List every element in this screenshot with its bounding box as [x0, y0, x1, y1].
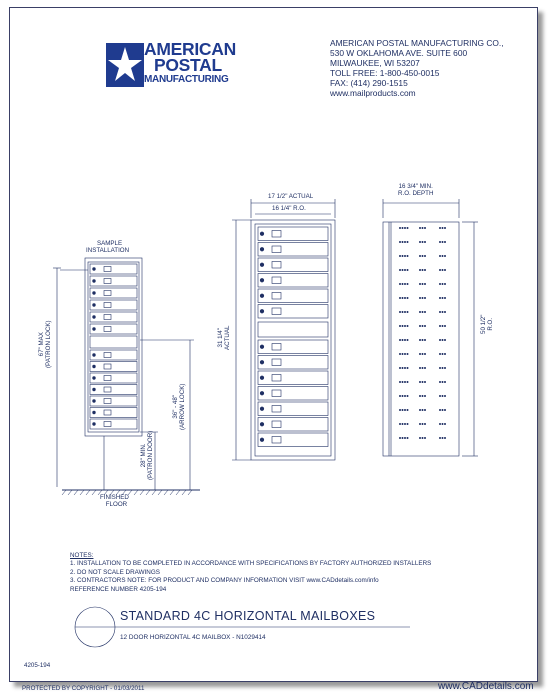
- hardware-dot: [407, 255, 408, 256]
- hardware-dot: [399, 283, 400, 284]
- arrow-lock-note: (ARROW LOCK): [179, 383, 186, 430]
- note-3: 3. CONTRACTORS NOTE: FOR PRODUCT AND COMPANY INFORMATION VISIT www.CADdetails.com/info: [70, 577, 379, 585]
- mailbox-door: [258, 289, 328, 303]
- mailbox-door: [258, 418, 328, 432]
- door-number-slot: [272, 344, 281, 351]
- hardware-dot: [402, 269, 403, 270]
- hardware-dot: [402, 353, 403, 354]
- hardware-dot: [424, 311, 425, 312]
- hardware-dot: [422, 255, 423, 256]
- mailbox-door: [90, 350, 137, 360]
- mailbox-door: [90, 276, 137, 286]
- hardware-dot: [442, 367, 443, 368]
- sample-label-line-1: SAMPLE: [96, 240, 123, 247]
- hardware-dot: [407, 241, 408, 242]
- mailbox-door: [258, 433, 328, 447]
- mailbox-door: [90, 300, 137, 310]
- hardware-dot: [439, 297, 440, 298]
- door-lock-icon: [260, 309, 264, 313]
- min-value: 28" MIN.: [140, 443, 147, 468]
- hardware-dot: [439, 255, 440, 256]
- hardware-dot: [424, 353, 425, 354]
- hardware-dot: [444, 381, 445, 382]
- door-number-slot: [104, 303, 111, 308]
- hardware-dot: [419, 255, 420, 256]
- mailbox-door: [258, 243, 328, 257]
- hardware-dot: [404, 437, 405, 438]
- door-number-slot: [272, 246, 281, 253]
- hardware-dot: [399, 437, 400, 438]
- hardware-dot: [439, 423, 440, 424]
- hardware-dot: [424, 423, 425, 424]
- door-number-slot: [104, 279, 111, 284]
- hardware-dot: [424, 409, 425, 410]
- hardware-dot: [399, 409, 400, 410]
- hardware-dot: [442, 353, 443, 354]
- hardware-dot: [404, 325, 405, 326]
- hardware-dot: [422, 241, 423, 242]
- door-lock-icon: [260, 422, 264, 426]
- hardware-dot: [424, 283, 425, 284]
- hardware-dot: [439, 311, 440, 312]
- hardware-dot: [407, 395, 408, 396]
- hardware-dot: [422, 367, 423, 368]
- hardware-dot: [439, 395, 440, 396]
- door-lock-icon: [93, 377, 96, 380]
- mailbox-door: [258, 402, 328, 416]
- hardware-dot: [439, 325, 440, 326]
- hardware-dot: [444, 311, 445, 312]
- hardware-dot: [407, 437, 408, 438]
- hardware-dot: [422, 269, 423, 270]
- copyright-text: PROTECTED BY COPYRIGHT - 01/03/2011: [22, 685, 145, 692]
- hardware-dot: [422, 325, 423, 326]
- hardware-dot: [442, 325, 443, 326]
- hardware-dot: [407, 311, 408, 312]
- hardware-dot: [419, 297, 420, 298]
- drawing-title: STANDARD 4C HORIZONTAL MAILBOXES: [120, 609, 376, 623]
- front-parcel-panel: [258, 322, 328, 337]
- door-lock-icon: [260, 360, 264, 364]
- mailbox-door: [258, 305, 328, 319]
- door-number-slot: [104, 267, 111, 272]
- mailbox-door: [90, 288, 137, 298]
- hardware-dot: [407, 367, 408, 368]
- mailbox-door: [90, 419, 137, 429]
- hardware-dot: [422, 311, 423, 312]
- hardware-dot: [444, 423, 445, 424]
- hardware-dot: [407, 409, 408, 410]
- sample-mailbox-outline: [85, 258, 142, 436]
- hardware-dot: [444, 255, 445, 256]
- hardware-dot: [442, 423, 443, 424]
- door-lock-icon: [93, 354, 96, 357]
- hardware-dot: [402, 339, 403, 340]
- hardware-dot: [402, 241, 403, 242]
- hardware-dot: [404, 227, 405, 228]
- mailbox-door: [90, 312, 137, 322]
- hardware-dot: [419, 311, 420, 312]
- hardware-dot: [439, 241, 440, 242]
- door-lock-icon: [93, 292, 96, 295]
- hardware-dot: [439, 409, 440, 410]
- hardware-dot: [422, 283, 423, 284]
- company-tollfree: TOLL FREE: 1-800-450-0015: [330, 68, 440, 78]
- door-lock-icon: [93, 365, 96, 368]
- hardware-dot: [402, 283, 403, 284]
- hardware-dot: [399, 367, 400, 368]
- hardware-dot: [399, 423, 400, 424]
- logo-line-3: MANUFACTURING: [144, 74, 229, 85]
- door-lock-icon: [260, 294, 264, 298]
- side-hardware-group: [399, 227, 445, 438]
- door-number-slot: [104, 291, 111, 296]
- door-number-slot: [272, 406, 281, 413]
- door-lock-icon: [260, 391, 264, 395]
- height-actual-label: [217, 326, 231, 350]
- hardware-dot: [407, 297, 408, 298]
- hardware-dot: [407, 269, 408, 270]
- hardware-dot: [419, 325, 420, 326]
- mailbox-door: [90, 324, 137, 334]
- hardware-dot: [399, 381, 400, 382]
- patron-lock-note: (PATRON LOCK): [45, 320, 52, 368]
- hardware-dot: [422, 227, 423, 228]
- range-value: 36" - 48": [172, 394, 179, 419]
- sample-installation-label: [86, 240, 130, 254]
- company-name: AMERICAN POSTAL MANUFACTURING CO.,: [330, 38, 504, 48]
- hardware-dot: [424, 241, 425, 242]
- door-number-slot: [104, 376, 111, 381]
- hardware-dot: [404, 423, 405, 424]
- hardware-dot: [419, 437, 420, 438]
- max-value: 67" MAX: [38, 332, 45, 357]
- company-city: MILWAUKEE, WI 53207: [330, 58, 420, 68]
- company-website: www.mailproducts.com: [330, 88, 416, 98]
- hardware-dot: [439, 367, 440, 368]
- hardware-dot: [404, 269, 405, 270]
- hardware-dot: [419, 423, 420, 424]
- hardware-dot: [439, 353, 440, 354]
- hardware-dot: [402, 367, 403, 368]
- hardware-dot: [404, 283, 405, 284]
- door-number-slot: [272, 359, 281, 366]
- hardware-dot: [444, 367, 445, 368]
- hardware-dot: [419, 395, 420, 396]
- hardware-dot: [404, 297, 405, 298]
- door-lock-icon: [260, 438, 264, 442]
- door-lock-icon: [93, 304, 96, 307]
- mailbox-door: [90, 408, 137, 418]
- hardware-dot: [439, 339, 440, 340]
- door-lock-icon: [93, 388, 96, 391]
- min-dimension-label: [140, 431, 154, 480]
- hardware-dot: [402, 325, 403, 326]
- hardware-dot: [439, 283, 440, 284]
- mailbox-door: [90, 264, 137, 274]
- hardware-dot: [422, 395, 423, 396]
- hardware-dot: [442, 381, 443, 382]
- hardware-dot: [442, 339, 443, 340]
- mailbox-door: [90, 362, 137, 372]
- hardware-dot: [444, 437, 445, 438]
- hardware-dot: [402, 437, 403, 438]
- note-4: REFERENCE NUMBER 4205-194: [70, 585, 167, 593]
- hardware-dot: [402, 409, 403, 410]
- website-link[interactable]: www.CADdetails.com: [438, 681, 534, 692]
- hardware-dot: [402, 311, 403, 312]
- hardware-dot: [422, 409, 423, 410]
- hardware-dot: [442, 311, 443, 312]
- door-number-slot: [104, 364, 111, 369]
- hardware-dot: [439, 381, 440, 382]
- depth-value: 16 3/4" MIN.: [398, 183, 433, 190]
- hardware-dot: [442, 283, 443, 284]
- hardware-dot: [424, 269, 425, 270]
- mailbox-door: [258, 356, 328, 370]
- door-lock-icon: [93, 400, 96, 403]
- door-number-slot: [104, 353, 111, 358]
- door-lock-icon: [93, 411, 96, 414]
- hardware-dot: [424, 437, 425, 438]
- hardware-dot: [444, 409, 445, 410]
- mailbox-door: [258, 258, 328, 272]
- door-number-slot: [272, 375, 281, 382]
- finished-floor-label: [100, 494, 129, 508]
- hardware-dot: [402, 227, 403, 228]
- hardware-dot: [404, 409, 405, 410]
- hardware-dot: [404, 395, 405, 396]
- patron-door-note: (PATRON DOOR): [147, 430, 154, 480]
- mailbox-door: [90, 396, 137, 406]
- door-lock-icon: [93, 316, 96, 319]
- drawing-subtitle: 12 DOOR HORIZONTAL 4C MAILBOX - N1029414: [120, 634, 266, 641]
- sample-label-line-2: INSTALLATION: [86, 247, 130, 254]
- door-number-slot: [104, 410, 111, 415]
- hardware-dot: [419, 381, 420, 382]
- hardware-dot: [404, 353, 405, 354]
- height-ro-value: 50 1/2": [480, 314, 487, 334]
- hardware-dot: [444, 339, 445, 340]
- height-actual-value: 31 1/4": [217, 328, 224, 348]
- width-ro-label: 16 1/4" R.O.: [272, 205, 306, 212]
- hardware-dot: [439, 437, 440, 438]
- mailbox-door: [90, 373, 137, 383]
- hardware-dot: [444, 325, 445, 326]
- hardware-dot: [424, 325, 425, 326]
- hardware-dot: [422, 423, 423, 424]
- hardware-dot: [402, 381, 403, 382]
- hardware-dot: [419, 339, 420, 340]
- door-lock-icon: [260, 232, 264, 236]
- notes-block: [70, 552, 431, 594]
- hardware-dot: [442, 255, 443, 256]
- hardware-dot: [424, 297, 425, 298]
- door-number-slot: [272, 262, 281, 269]
- hardware-dot: [407, 339, 408, 340]
- hardware-dot: [399, 297, 400, 298]
- door-lock-icon: [260, 407, 264, 411]
- depth-note: R.O. DEPTH: [398, 190, 434, 197]
- hardware-dot: [419, 283, 420, 284]
- hardware-dot: [424, 367, 425, 368]
- logo-line-1: AMERICAN: [144, 39, 236, 59]
- hardware-dot: [442, 269, 443, 270]
- company-address: 530 W OKLAHOMA AVE. SUITE 600: [330, 48, 468, 58]
- door-number-slot: [104, 327, 111, 332]
- hardware-dot: [419, 409, 420, 410]
- height-ro-label: [480, 315, 494, 334]
- hardware-dot: [402, 423, 403, 424]
- hardware-dot: [402, 255, 403, 256]
- hardware-dot: [399, 255, 400, 256]
- mailbox-door: [258, 387, 328, 401]
- hardware-dot: [424, 339, 425, 340]
- notes-header: NOTES:: [70, 552, 94, 559]
- door-number-slot: [104, 387, 111, 392]
- max-dimension-label: [38, 320, 52, 368]
- note-2: 2. DO NOT SCALE DRAWINGS: [70, 568, 160, 576]
- door-number-slot: [104, 422, 111, 427]
- hardware-dot: [444, 241, 445, 242]
- hardware-dot: [407, 381, 408, 382]
- floor-line-2: FLOOR: [105, 501, 128, 508]
- door-lock-icon: [93, 280, 96, 283]
- hardware-dot: [404, 311, 405, 312]
- hardware-dot: [419, 227, 420, 228]
- door-lock-icon: [260, 263, 264, 267]
- door-lock-icon: [93, 268, 96, 271]
- hardware-dot: [444, 227, 445, 228]
- hardware-dot: [442, 395, 443, 396]
- hardware-dot: [422, 437, 423, 438]
- hardware-dot: [399, 269, 400, 270]
- door-number-slot: [104, 399, 111, 404]
- hardware-dot: [419, 241, 420, 242]
- mailbox-door: [258, 371, 328, 385]
- door-lock-icon: [260, 247, 264, 251]
- hardware-dot: [399, 227, 400, 228]
- depth-label: [398, 183, 433, 197]
- note-1: 1. INSTALLATION TO BE COMPLETED IN ACCORDANCE WITH SPECIFICATIONS BY FACTORY AUTHORIZED INSTALLERS: [70, 560, 432, 568]
- hardware-dot: [424, 227, 425, 228]
- hardware-dot: [399, 325, 400, 326]
- side-mailbox-outline: [383, 222, 459, 456]
- hardware-dot: [444, 395, 445, 396]
- hardware-dot: [442, 227, 443, 228]
- hardware-dot: [422, 353, 423, 354]
- door-number-slot: [272, 231, 281, 238]
- logo-line-2: POSTAL: [154, 55, 222, 75]
- hardware-dot: [419, 269, 420, 270]
- hardware-dot: [404, 367, 405, 368]
- hardware-dot: [442, 437, 443, 438]
- door-lock-icon: [93, 423, 96, 426]
- door-lock-icon: [260, 376, 264, 380]
- mailbox-door: [258, 274, 328, 288]
- hardware-dot: [442, 241, 443, 242]
- door-number-slot: [272, 390, 281, 397]
- hardware-dot: [422, 297, 423, 298]
- hardware-dot: [404, 339, 405, 340]
- sample-parcel-panel: [90, 336, 137, 348]
- hardware-dot: [399, 339, 400, 340]
- hardware-dot: [407, 423, 408, 424]
- hardware-dot: [444, 297, 445, 298]
- hardware-dot: [444, 353, 445, 354]
- mailbox-door: [90, 385, 137, 395]
- hardware-dot: [439, 269, 440, 270]
- hardware-dot: [407, 283, 408, 284]
- hardware-dot: [399, 241, 400, 242]
- hardware-dot: [422, 381, 423, 382]
- door-lock-icon: [260, 345, 264, 349]
- door-lock-icon: [93, 328, 96, 331]
- company-fax: FAX: (414) 290-1515: [330, 78, 408, 88]
- door-number-slot: [104, 315, 111, 320]
- door-number-slot: [272, 437, 281, 444]
- reference-number: 4205-194: [24, 662, 51, 669]
- hardware-dot: [424, 255, 425, 256]
- hardware-dot: [424, 381, 425, 382]
- hardware-dot: [419, 367, 420, 368]
- hardware-dot: [404, 241, 405, 242]
- hardware-dot: [444, 269, 445, 270]
- door-number-slot: [272, 277, 281, 284]
- hardware-dot: [404, 255, 405, 256]
- range-dimension-label: [172, 384, 186, 430]
- height-ro-note: R.O.: [487, 317, 494, 331]
- hardware-dot: [442, 409, 443, 410]
- hardware-dot: [442, 297, 443, 298]
- mailbox-door: [258, 227, 328, 241]
- hardware-dot: [419, 353, 420, 354]
- hardware-dot: [399, 311, 400, 312]
- hardware-dot: [424, 395, 425, 396]
- hardware-dot: [407, 353, 408, 354]
- door-lock-icon: [260, 278, 264, 282]
- sample-door-group: [90, 264, 137, 429]
- door-number-slot: [272, 293, 281, 300]
- hardware-dot: [402, 297, 403, 298]
- hardware-dot: [407, 227, 408, 228]
- mailbox-door: [258, 340, 328, 354]
- hardware-dot: [439, 227, 440, 228]
- hardware-dot: [444, 283, 445, 284]
- hardware-dot: [407, 325, 408, 326]
- door-number-slot: [272, 308, 281, 315]
- hardware-dot: [404, 381, 405, 382]
- floor-line-1: FINISHED: [100, 494, 129, 501]
- hardware-dot: [422, 339, 423, 340]
- door-number-slot: [272, 421, 281, 428]
- width-actual-label: 17 1/2" ACTUAL: [268, 193, 314, 200]
- height-actual-note: ACTUAL: [224, 325, 231, 350]
- hardware-dot: [402, 395, 403, 396]
- hardware-dot: [399, 395, 400, 396]
- hardware-dot: [399, 353, 400, 354]
